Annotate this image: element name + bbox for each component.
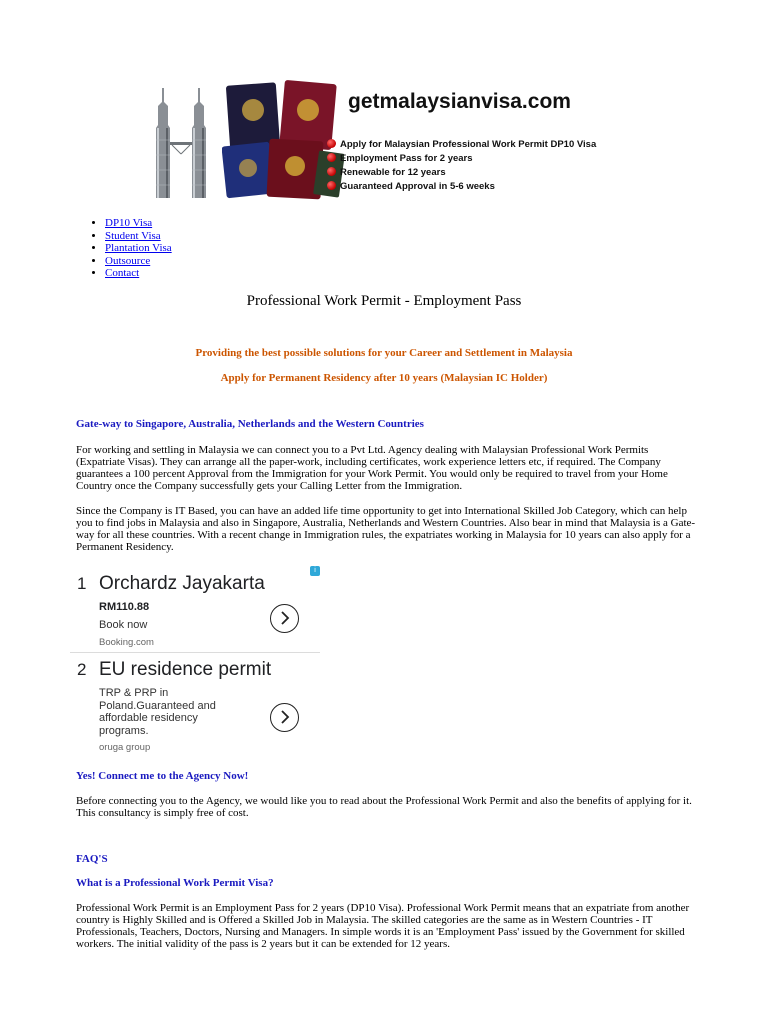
connect-heading: Yes! Connect me to the Agency Now!	[76, 770, 249, 782]
header-banner	[130, 80, 635, 200]
nav-link-student-visa[interactable]: Student Visa	[105, 229, 161, 242]
intro-paragraph: For working and settling in Malaysia we can connect you to a Pvt Ltd. Agency dealing with Malaysian Professional Work Permits (Expatriate Visas). They can arrange all the paper-work, including certificates, work experience letters etc, if required. The Company guarantees a 100 percent Approval from the Immigration for your Work Permit. You would only be required to travel from your Home Country once the Company successfully gets your Calling Letter from the Immigration.	[76, 444, 668, 492]
ad-go-button[interactable]	[270, 703, 299, 732]
tagline-residency: Apply for Permanent Residency after 10 years (Malaysian IC Holder)	[220, 372, 548, 384]
ad-source: oruga group	[99, 742, 151, 753]
banner-bullet	[327, 138, 596, 152]
banner-bullet	[327, 152, 596, 166]
banner-bullets	[327, 138, 596, 194]
ad-number: 1	[77, 574, 87, 593]
ad-source: Booking.com	[99, 637, 154, 648]
ad-item-2[interactable]	[70, 660, 320, 756]
banner-bullet-text: Employment Pass for 2 years	[340, 153, 473, 164]
ad-text-line: programs.	[99, 724, 149, 737]
page-title: Professional Work Permit - Employment Pass	[246, 293, 522, 309]
ad-divider	[70, 652, 320, 653]
chevron-right-icon	[278, 611, 292, 625]
ad-text-line: TRP & PRP in	[99, 687, 169, 699]
ad-title[interactable]: Orchardz Jayakarta	[99, 573, 265, 594]
nav-link-contact[interactable]: Contact	[105, 267, 140, 280]
nav-link-dp10-visa[interactable]: DP10 Visa	[105, 217, 153, 229]
red-bullet-icon	[327, 181, 336, 190]
ad-block	[70, 566, 322, 756]
adchoices-icon[interactable]: i	[310, 566, 320, 576]
nav-item-dp10-visa	[105, 217, 172, 230]
site-name: getmalaysianvisa.com	[348, 90, 571, 113]
ad-price: RM110.88	[99, 601, 150, 613]
ad-title[interactable]: EU residence permit	[99, 659, 272, 680]
ad-number: 2	[77, 660, 87, 679]
ad-text: Book now	[99, 619, 148, 631]
it-company-paragraph: Since the Company is IT Based, you can have an added life time opportunity to get into International Skilled Job Category, which can help you to find jobs in Malaysia and also in Singapore, Australia, Netherlands and Western Countries. Also bear in mind that Malaysia is a Gate-way for all these countries. With a recent change in Immigration rules, the expatriates working in Malaysia for 10 years can also apply for a Permanent Residency.	[76, 505, 696, 553]
banner-bullet-text: Apply for Malaysian Professional Work Permit DP10 Visa	[340, 139, 597, 150]
banner-bullet	[327, 166, 596, 180]
faq-question-1: What is a Professional Work Permit Visa?	[76, 877, 274, 889]
nav-menu	[89, 217, 172, 280]
petronas-towers-image	[142, 80, 220, 200]
faq-answer-1: Professional Work Permit is an Employment Pass for 2 years (DP10 Visa). Professional Work Permit means that an expatriate from another country is Highly Skilled and is Offered a Skilled Job in Malaysia. The skilled categories are the same as in Western Countries - IT Professionals, Teachers, Doctors, Nursing and Managers. In simple words it is an 'Employment Pass' issued by the Government for skilled workers. The initial validity of the pass is 2 years but it can be extended for 12 years.	[76, 902, 690, 950]
ad-item-1[interactable]	[70, 574, 320, 660]
gateway-heading: Gate-way to Singapore, Australia, Netherlands and the Western Countries	[76, 418, 424, 430]
red-bullet-icon	[327, 167, 336, 176]
red-bullet-icon	[327, 153, 336, 162]
nav-item-plantation-visa	[105, 242, 172, 255]
nav-item-contact	[105, 267, 172, 280]
faq-heading: FAQ'S	[76, 853, 108, 865]
nav-item-student-visa	[105, 230, 172, 243]
banner-bullet-text: Renewable for 12 years	[340, 167, 446, 178]
nav-item-outsource	[105, 255, 172, 268]
ad-text-line: Poland.Guaranteed and	[99, 699, 216, 712]
nav-link-plantation-visa[interactable]: Plantation Visa	[105, 242, 172, 255]
banner-bullet	[327, 180, 596, 194]
ad-go-button[interactable]	[270, 604, 299, 633]
consultancy-paragraph: Before connecting you to the Agency, we would like you to read about the Professional Work Permit and also the benefits of applying for it. This consultancy is simply free of cost.	[76, 795, 692, 819]
chevron-right-icon	[278, 710, 292, 724]
passports-image	[222, 80, 344, 200]
banner-bullet-text: Guaranteed Approval in 5-6 weeks	[340, 181, 495, 192]
nav-link-outsource[interactable]: Outsource	[105, 254, 151, 267]
ad-text-line: affordable residency	[99, 712, 198, 724]
red-bullet-icon	[327, 139, 336, 148]
tagline-career: Providing the best possible solutions for your Career and Settlement in Malaysia	[195, 347, 573, 359]
